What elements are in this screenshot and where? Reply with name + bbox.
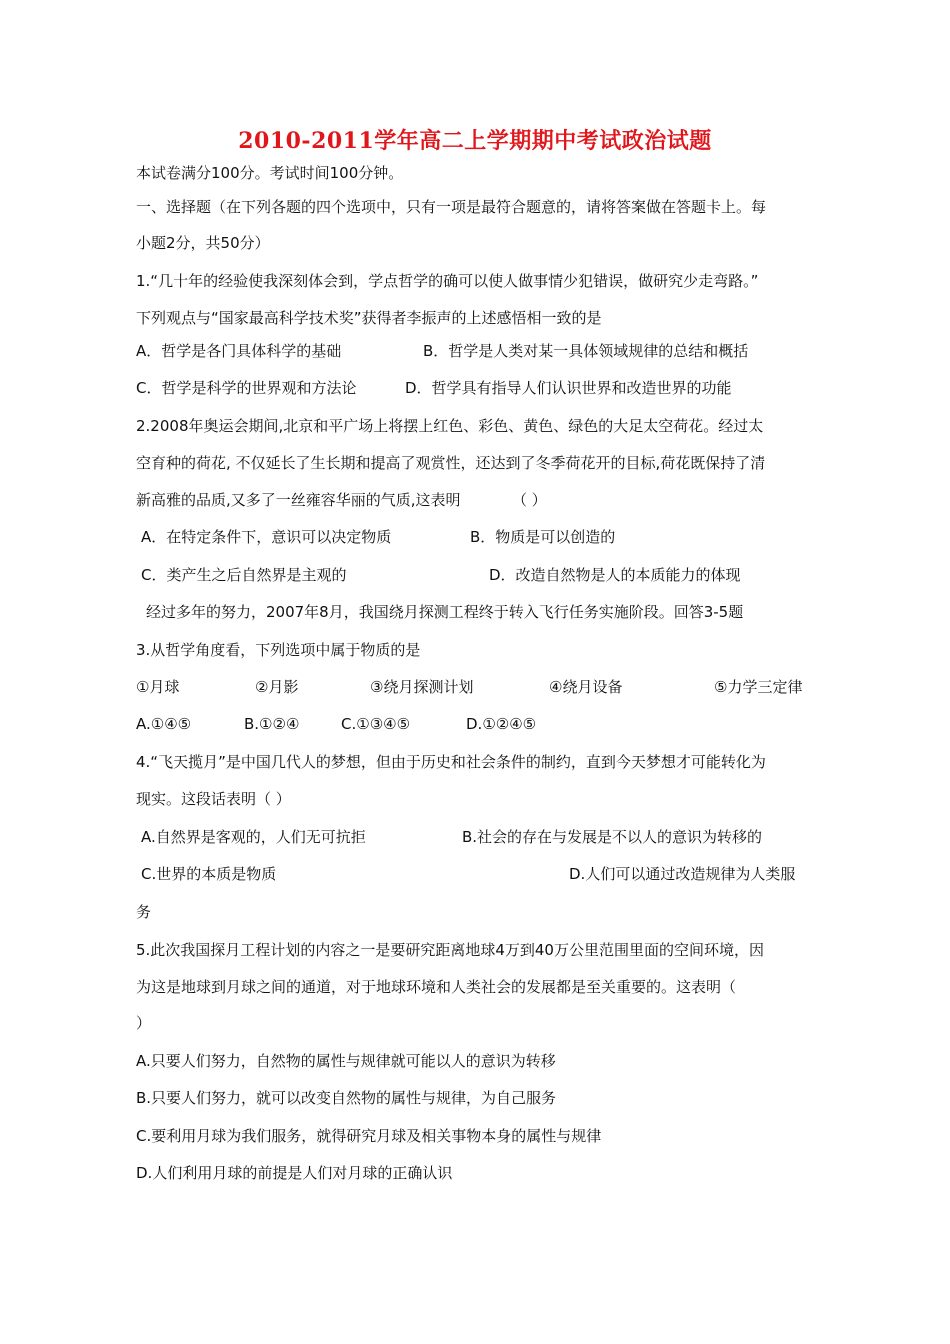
q2-stem-line1: 2.2008年奥运会期间,北京和平广场上将摆上红色、彩色、黄色、绿色的大足太空荷花。经过太 <box>136 417 764 435</box>
q2-option-c: C．类产生之后自然界是主观的 <box>141 566 347 584</box>
q4-option-d: D.人们可以通过改造规律为人类服 <box>569 865 796 883</box>
q4-stem-line2: 现实。这段话表明（ ） <box>136 790 291 808</box>
q2-stem-line2: 空育种的荷花, 不仅延长了生长期和提高了观赏性，还达到了冬季荷花开的目标,荷花既保持了清 <box>136 454 766 472</box>
q4-option-b: B.社会的存在与发展是不以人的意识为转移的 <box>462 828 763 846</box>
q3-item-4: ④绕月设备 <box>549 678 623 696</box>
q4-option-a: A.自然界是客观的，人们无可抗拒 <box>141 828 366 846</box>
q1-option-a: A．哲学是各门具体科学的基础 <box>136 342 342 360</box>
q5-option-a: A.只要人们努力，自然物的属性与规律就可能以人的意识为转移 <box>136 1052 556 1070</box>
q3-option-c: C.①③④⑤ <box>341 715 411 733</box>
exam-intro: 本试卷满分100分。考试时间100分钟。 <box>136 164 404 182</box>
q3-item-2: ②月影 <box>255 678 299 696</box>
q5-option-c: C.要利用月球为我们服务，就得研究月球及相关事物本身的属性与规律 <box>136 1127 602 1145</box>
q2-option-a: A．在特定条件下，意识可以决定物质 <box>141 528 392 546</box>
q2-stem-line3: 新高雅的品质,又多了一丝雍容华丽的气质,这表明 <box>136 491 461 509</box>
q3-item-1: ①月球 <box>136 678 180 696</box>
q1-option-c: C．哲学是科学的世界观和方法论 <box>136 379 357 397</box>
q4-stem-line1: 4.“飞天揽月”是中国几代人的梦想，但由于历史和社会条件的制约，直到今天梦想才可能转化为 <box>136 753 766 771</box>
q5-option-b: B.只要人们努力，就可以改变自然物的属性与规律，为自己服务 <box>136 1089 557 1107</box>
q5-stem-line3: ） <box>136 1014 152 1032</box>
q4-option-c: C.世界的本质是物质 <box>141 865 277 883</box>
q3-option-b: B.①②④ <box>244 715 300 733</box>
q5-stem-line2: 为这是地球到月球之间的通道，对于地球环境和人类社会的发展都是至关重要的。这表明（ <box>136 978 737 996</box>
q3-option-d: D.①②④⑤ <box>466 715 537 733</box>
page-title: 2010-2011学年高二上学期期中考试政治试题 <box>238 128 712 154</box>
q5-stem-line1: 5.此次我国探月工程计划的内容之一是要研究距离地球4万到40万公里范围里面的空间环境，因 <box>136 941 764 959</box>
q1-option-d: D．哲学具有指导人们认识世界和改造世界的功能 <box>405 379 732 397</box>
q3-item-3: ③绕月探测计划 <box>370 678 474 696</box>
q3-stem: 3.从哲学角度看，下列选项中属于物质的是 <box>136 641 421 659</box>
section-header-line2: 小题2分，共50分） <box>136 234 270 252</box>
q4-option-d-continuation: 务 <box>136 903 152 921</box>
passage-intro: 经过多年的努力，2007年8月，我国绕月探测工程终于转入飞行任务实施阶段。回答3-5题 <box>146 603 744 621</box>
q1-stem-line2: 下列观点与“国家最高科学技术奖”获得者李振声的上述感悟相一致的是 <box>136 309 602 327</box>
q2-option-d: D．改造自然物是人的本质能力的体现 <box>489 566 741 584</box>
q3-option-a: A.①④⑤ <box>136 715 192 733</box>
q1-option-b: B．哲学是人类对某一具体领域规律的总结和概括 <box>423 342 749 360</box>
q1-stem-line1: 1.“几十年的经验使我深刻体会到，学点哲学的确可以使人做事情少犯错误，做研究少走弯路。” <box>136 272 759 290</box>
q2-option-b: B．物质是可以创造的 <box>470 528 616 546</box>
q2-answer-blank: （ ） <box>512 491 547 509</box>
section-header-line1: 一、选择题（在下列各题的四个选项中，只有一项是最符合题意的，请将答案做在答题卡上。每 <box>136 198 767 216</box>
q5-option-d: D.人们利用月球的前提是人们对月球的正确认识 <box>136 1164 453 1182</box>
q3-item-5: ⑤力学三定律 <box>714 678 803 696</box>
